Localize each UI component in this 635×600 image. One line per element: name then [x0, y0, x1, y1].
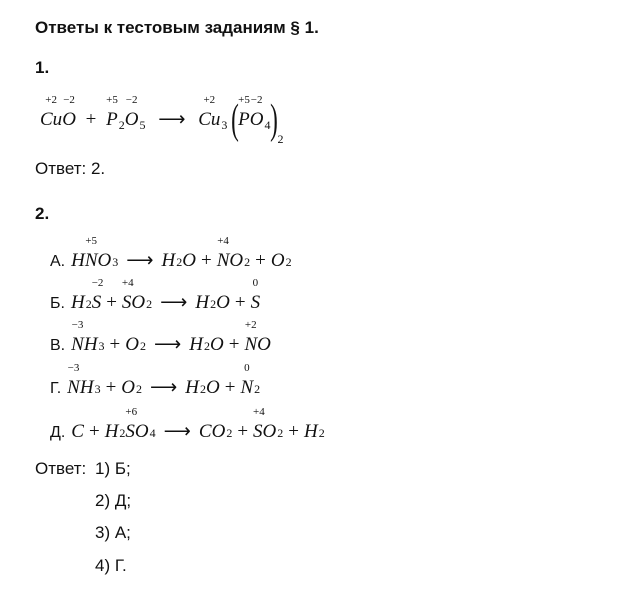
plus-sign: +	[224, 377, 236, 398]
subscript: 2	[136, 382, 143, 396]
task-2-number: 2.	[35, 204, 50, 223]
element-symbol: N	[84, 250, 98, 271]
oxidation-state: 0	[252, 277, 259, 289]
reaction-arrow: ⟶	[158, 109, 186, 130]
page-title: Ответы к тестовым заданиям § 1.	[35, 18, 319, 37]
subscript: 2	[176, 255, 183, 269]
element-symbol: O	[121, 377, 136, 398]
element-symbol: P	[238, 109, 250, 130]
element-symbol: S	[125, 421, 135, 442]
plus-sign: +	[85, 109, 97, 130]
task-1-equation	[40, 94, 284, 147]
option-label: Д.	[50, 424, 66, 441]
element-symbol: O	[262, 421, 277, 442]
subscript: 2	[318, 426, 325, 440]
oxidation-state: 0	[244, 362, 250, 374]
plus-sign: +	[228, 334, 240, 355]
subscript: 4	[149, 426, 156, 440]
element-symbol: S	[253, 421, 263, 442]
subscript: 2	[146, 297, 153, 311]
equation-row-a	[50, 235, 292, 272]
element-symbol: N	[216, 250, 230, 271]
subscript: 3	[112, 255, 119, 269]
oxidation-state: +6	[125, 406, 138, 418]
plus-sign: +	[106, 292, 117, 313]
plus-sign: +	[288, 421, 299, 442]
formula-element	[40, 94, 63, 131]
element-symbol: O	[211, 421, 226, 442]
plus-sign: +	[255, 250, 266, 271]
formula-element	[244, 319, 258, 356]
equation-row-g	[50, 362, 261, 399]
subscript: 2	[200, 382, 207, 396]
task-1-number: 1.	[35, 58, 50, 77]
right-parenthesis: )	[269, 97, 278, 143]
element-symbol: O	[124, 109, 139, 130]
formula-element	[250, 277, 261, 314]
formula-element	[124, 94, 139, 131]
plus-sign: +	[234, 292, 246, 313]
plus-sign: +	[105, 377, 117, 398]
left-parenthesis: (	[231, 97, 240, 143]
plus-sign: +	[237, 421, 249, 442]
formula-element	[62, 94, 76, 131]
oxidation-state: −2	[250, 94, 263, 106]
formula-element	[125, 406, 138, 443]
reaction-arrow: ⟶	[126, 250, 154, 271]
element-symbol: H	[71, 250, 85, 271]
formula-element	[253, 406, 265, 443]
oxidation-state: +4	[121, 277, 134, 289]
element-symbol: O	[209, 334, 224, 355]
subscript: 2	[119, 426, 126, 440]
formula-element	[238, 94, 250, 131]
plus-sign: +	[201, 250, 212, 271]
plus-sign: +	[109, 334, 121, 355]
element-symbol: H	[185, 377, 200, 398]
reaction-arrow: ⟶	[160, 292, 188, 313]
element-symbol: O	[216, 292, 230, 313]
oxidation-state: +5	[238, 94, 250, 106]
element-symbol: N	[240, 377, 254, 398]
answer-item: 4) Г.	[95, 556, 127, 575]
subscript: 5	[139, 118, 146, 132]
element-symbol: O	[270, 250, 285, 271]
element-symbol: S	[250, 292, 261, 313]
subscript: 2	[254, 382, 261, 396]
formula-element	[106, 94, 118, 131]
oxidation-state: +5	[85, 235, 98, 247]
reaction-arrow: ⟶	[150, 377, 178, 398]
reaction-arrow: ⟶	[154, 334, 182, 355]
formula-element	[216, 235, 230, 272]
element-symbol: Cu	[198, 109, 221, 130]
element-symbol: O	[182, 250, 196, 271]
option-label: Б.	[50, 295, 65, 312]
subscript: 2	[277, 426, 284, 440]
subscript: 2	[210, 297, 217, 311]
formula-element	[91, 277, 104, 314]
element-symbol: O	[206, 377, 220, 398]
element-symbol: O	[257, 334, 271, 355]
element-symbol: O	[125, 334, 139, 355]
formula-element	[240, 362, 254, 399]
oxidation-state: +2	[203, 94, 216, 106]
oxidation-state: +2	[244, 319, 257, 331]
formula-element	[67, 362, 80, 399]
subscript: 2	[140, 339, 146, 353]
element-symbol: H	[304, 421, 318, 442]
element-symbol: H	[104, 421, 119, 442]
element-symbol: C	[198, 421, 212, 442]
oxidation-state: −2	[63, 94, 75, 106]
element-symbol: N	[67, 377, 80, 398]
element-symbol: H	[195, 292, 210, 313]
subscript: 2	[277, 132, 284, 146]
element-symbol: N	[71, 334, 84, 355]
task-2-answer-prefix: Ответ:	[35, 459, 87, 478]
option-label: А.	[50, 253, 66, 270]
answer-item: 3) А;	[95, 523, 131, 542]
subscript: 2	[226, 426, 233, 440]
reaction-arrow: ⟶	[163, 421, 191, 442]
subscript: 2	[85, 297, 92, 311]
oxidation-state: −2	[125, 94, 138, 106]
oxidation-state: −2	[91, 277, 104, 289]
element-symbol: C	[71, 421, 84, 442]
subscript: 2	[203, 339, 210, 353]
element-symbol: O	[249, 109, 264, 130]
element-symbol: O	[62, 109, 76, 130]
oxidation-state: +2	[45, 94, 57, 106]
element-symbol: Cu	[40, 109, 63, 130]
subscript: 3	[221, 118, 228, 132]
subscript: 3	[98, 339, 105, 353]
subscript: 3	[94, 382, 101, 396]
subscript: 2	[244, 255, 251, 269]
element-symbol: H	[83, 334, 98, 355]
equation-row-v	[50, 319, 271, 356]
element-symbol: H	[70, 292, 85, 313]
formula-element	[71, 319, 84, 356]
element-symbol: P	[106, 109, 118, 130]
subscript: 4	[264, 118, 271, 132]
element-symbol: H	[161, 250, 176, 271]
option-label: Г.	[50, 380, 62, 397]
option-label: В.	[50, 337, 66, 354]
element-symbol: S	[91, 292, 102, 313]
task-1-answer: Ответ: 2.	[35, 159, 106, 178]
plus-sign: +	[88, 421, 100, 442]
oxidation-state: −3	[67, 362, 80, 374]
answer-item: 1) Б;	[95, 459, 131, 478]
element-symbol: H	[79, 377, 94, 398]
subscript: 2	[118, 118, 125, 132]
formula-element	[121, 277, 134, 314]
element-symbol: O	[97, 250, 112, 271]
oxidation-state: +4	[217, 235, 229, 247]
oxidation-state: −3	[71, 319, 84, 331]
subscript: 2	[285, 255, 292, 269]
answer-item: 2) Д;	[95, 491, 132, 510]
element-symbol: S	[121, 292, 132, 313]
formula-element	[84, 235, 98, 272]
element-symbol: N	[244, 334, 258, 355]
element-symbol: O	[131, 292, 146, 313]
oxidation-state: +5	[106, 94, 118, 106]
oxidation-state: +4	[253, 406, 265, 418]
element-symbol: O	[229, 250, 244, 271]
element-symbol: H	[189, 334, 203, 355]
equation-row-b	[50, 277, 261, 314]
element-symbol: O	[134, 421, 149, 442]
equation-row-d	[50, 406, 325, 443]
formula-element	[198, 94, 221, 131]
formula-element	[249, 94, 264, 131]
